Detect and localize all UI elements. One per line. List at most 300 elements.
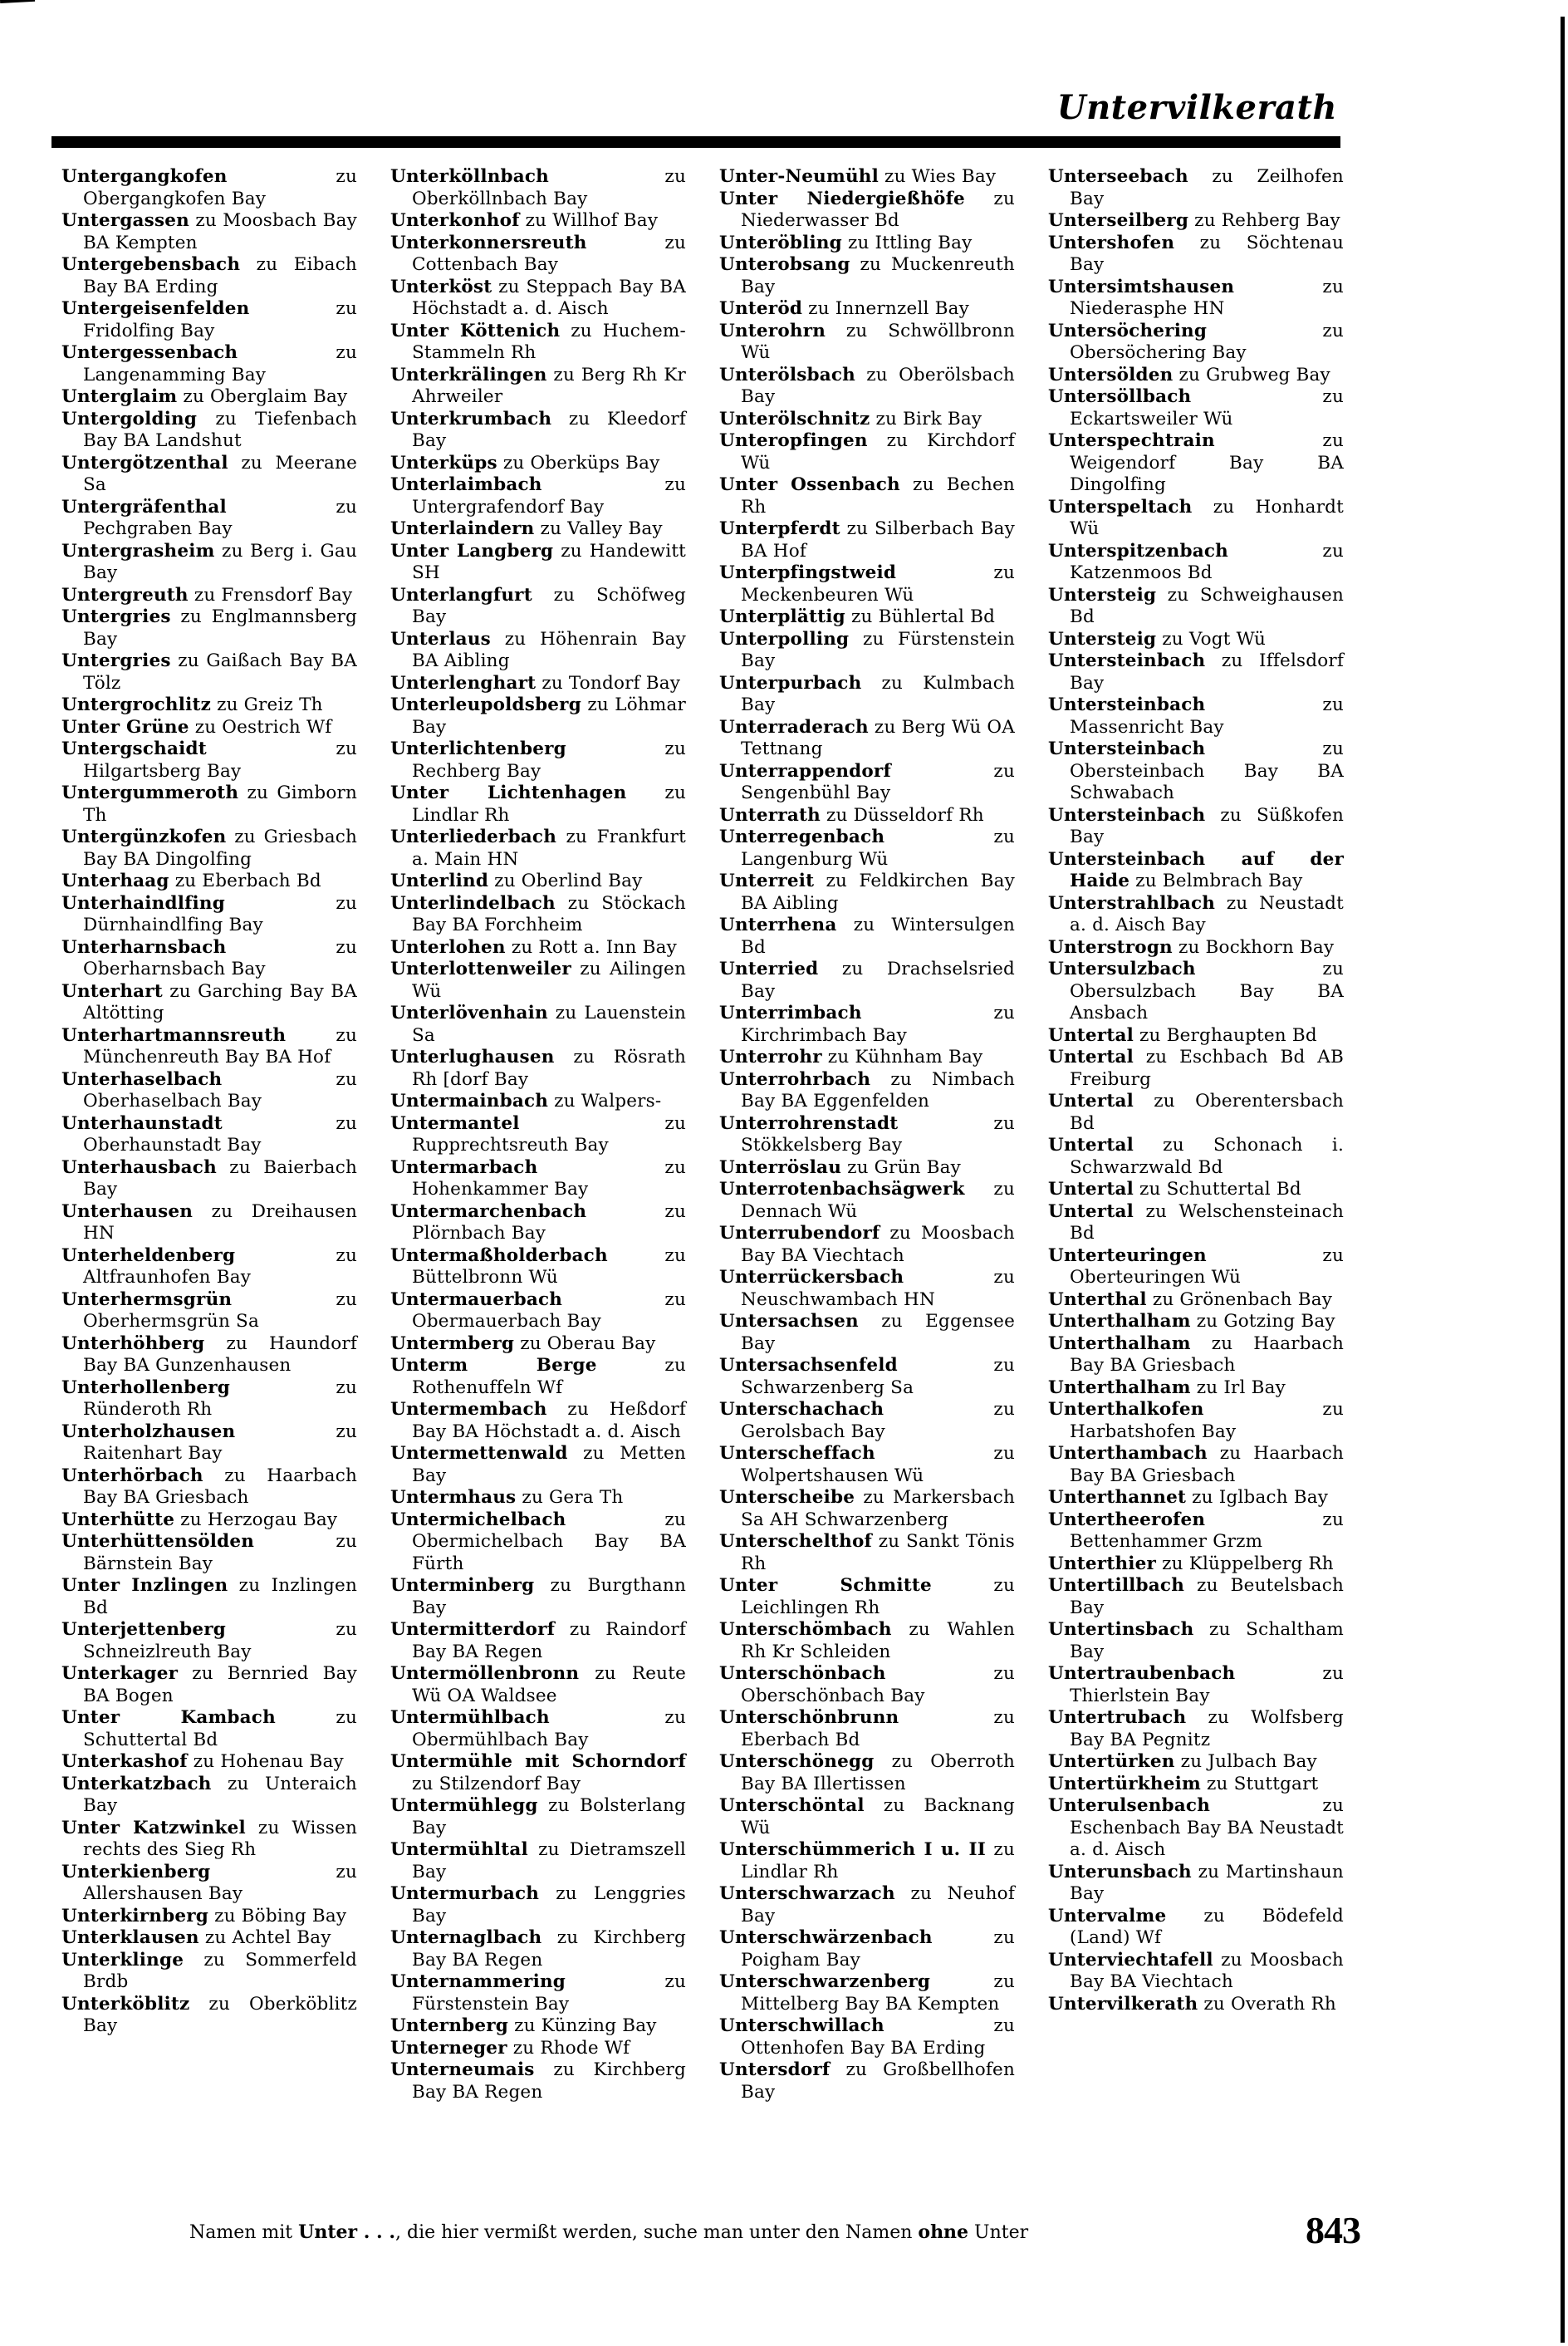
entry-place-name: Unteröd <box>719 298 803 319</box>
entry-place-name: Untergangkofen <box>61 166 228 187</box>
entry-place-name: Unterhart <box>61 980 163 1002</box>
gazetteer-entry <box>719 959 1015 1003</box>
entry-place-name: Unterstrahlbach <box>1048 892 1216 914</box>
entry-reference: zu Ittling Bay <box>847 232 973 253</box>
entry-reference: zu Rothenuffeln Wf <box>412 1355 686 1398</box>
gazetteer-entry <box>719 606 1015 629</box>
gazetteer-entry <box>719 1113 1015 1157</box>
gazetteer-entry <box>719 1619 1015 1663</box>
entry-place-name: Unterharnsbach <box>61 936 227 958</box>
entry-reference: zu Künzing Bay <box>514 2015 657 2036</box>
entry-place-name: Unterstrogn <box>1048 936 1173 958</box>
entry-reference: zu Valley Bay <box>540 518 663 539</box>
entry-reference: zu Muckenreuth Bay <box>741 254 1015 297</box>
entry-reference: zu Wolpertshausen Wü <box>741 1443 1015 1486</box>
entry-reference: zu Untergrafendorf Bay <box>412 474 686 518</box>
entry-place-name: Untermberg <box>390 1333 515 1354</box>
entry-place-name: Unterholzhausen <box>61 1421 236 1442</box>
entry-reference: zu Innernzell Bay <box>808 298 969 319</box>
entry-place-name: Unterlind <box>390 871 489 891</box>
gazetteer-entry <box>1048 321 1344 365</box>
entry-place-name: Unterglaim <box>61 386 178 407</box>
gazetteer-entry <box>61 1421 357 1465</box>
entry-place-name: Untersimtshausen <box>1048 276 1235 297</box>
entry-place-name: Unterthannet <box>1048 1487 1187 1508</box>
entry-place-name: Unterköst <box>390 276 492 297</box>
running-head: Untervilkerath <box>1056 88 1337 127</box>
entry-place-name: Untersteig <box>1048 628 1157 650</box>
gazetteer-columns <box>61 166 1344 2160</box>
entry-place-name: Unterspechtrain <box>1048 430 1215 451</box>
column-4 <box>1048 166 1344 2160</box>
entry-place-name: Unterspeltach <box>1048 496 1193 518</box>
entry-reference: zu Neuschwambach HN <box>741 1267 1015 1310</box>
gazetteer-entry <box>1048 1994 1344 2016</box>
gazetteer-entry <box>1048 1091 1344 1135</box>
gazetteer-entry <box>390 694 686 739</box>
entry-reference: zu Overath Rh <box>1203 1993 1336 2015</box>
entry-place-name: Untermühlbach <box>390 1707 550 1728</box>
entry-reference: zu Gimborn Th <box>83 783 357 826</box>
entry-reference: zu Fürstenstein Bay <box>741 628 1015 671</box>
entry-place-name: Unterregenbach <box>719 827 885 847</box>
gazetteer-entry <box>390 1399 686 1443</box>
entry-reference: zu Haarbach Bay BA Griesbach <box>83 1465 357 1508</box>
entry-place-name: Untersachsenfeld <box>719 1355 898 1376</box>
entry-reference: zu Walpers- <box>554 1091 662 1112</box>
entry-place-name: Unterpurbach <box>719 672 862 694</box>
gazetteer-entry <box>719 717 1015 761</box>
entry-reference: zu Silberbach Bay BA Hof <box>741 518 1015 562</box>
entry-reference: zu Bockhorn Bay <box>1178 936 1335 958</box>
entry-place-name: Unterhüttensölden <box>61 1531 255 1552</box>
gazetteer-entry <box>61 1377 357 1421</box>
gazetteer-entry <box>719 1971 1015 2015</box>
entry-place-name: Unterschwärzenbach <box>719 1927 933 1948</box>
gazetteer-entry <box>61 585 357 607</box>
entry-reference: zu Schaltham Bay <box>1070 1619 1344 1662</box>
entry-reference: zu Schwarzenberg Sa <box>741 1355 1015 1398</box>
gazetteer-entry <box>61 210 357 254</box>
gazetteer-entry <box>61 453 357 497</box>
entry-reference: zu Oberroth Bay BA Illertissen <box>741 1751 1015 1794</box>
entry-reference: zu Bödefeld (Land) Wf <box>1070 1905 1344 1948</box>
gazetteer-entry <box>1048 739 1344 805</box>
gazetteer-entry <box>1048 1862 1344 1906</box>
entry-place-name: Unterschönegg <box>719 1751 875 1772</box>
gazetteer-entry <box>61 1333 357 1377</box>
entry-reference: zu Obersteinbach Bay BA Schwabach <box>1070 739 1344 803</box>
entry-reference: zu Katzenmoos Bd <box>1070 540 1344 583</box>
entry-reference: zu Grubweg Bay <box>1178 364 1330 385</box>
entry-place-name: Untersteinbach auf der Haide <box>1048 848 1344 891</box>
entry-place-name: Unterlaimbach <box>390 474 542 495</box>
entry-reference: zu Wies Bay <box>884 166 997 187</box>
gazetteer-entry <box>719 233 1015 255</box>
entry-place-name: Unterlangfurt <box>390 584 532 606</box>
entry-place-name: Untersteinbach <box>1048 804 1206 826</box>
gazetteer-entry <box>61 1113 357 1157</box>
gazetteer-entry <box>719 254 1015 298</box>
entry-reference: zu Englmannsberg Bay <box>83 606 357 650</box>
entry-place-name: Unterschümmerich I u. II <box>719 1839 986 1860</box>
entry-place-name: Untermembach <box>390 1399 547 1420</box>
gazetteer-entry <box>1048 1311 1344 1333</box>
gazetteer-entry <box>61 1927 357 1950</box>
gazetteer-entry <box>61 1751 357 1774</box>
gazetteer-entry <box>719 430 1015 474</box>
entry-place-name: Unterschönbrunn <box>719 1707 899 1728</box>
entry-reference: zu Julbach Bay <box>1180 1751 1317 1772</box>
gazetteer-entry <box>390 1047 686 1091</box>
entry-place-name: Untergrasheim <box>61 540 215 562</box>
entry-reference: zu Nimbach Bay BA Eggenfelden <box>741 1068 1015 1112</box>
entry-reference: zu Obersöchering Bay <box>1070 320 1344 363</box>
gazetteer-entry <box>719 1575 1015 1619</box>
gazetteer-entry <box>719 827 1015 871</box>
entry-reference: zu Greiz Th <box>217 694 323 715</box>
entry-reference: zu Thierlstein Bay <box>1070 1663 1344 1706</box>
entry-reference: zu Willhof Bay <box>525 210 659 231</box>
entry-reference: zu Meerane Sa <box>83 452 357 495</box>
gazetteer-entry <box>61 409 357 453</box>
gazetteer-entry <box>719 1487 1015 1531</box>
entry-reference: zu Kühnham Bay <box>827 1047 983 1067</box>
entry-reference: zu Münchenreuth Bay BA Hof <box>83 1024 357 1067</box>
gazetteer-entry <box>1048 1443 1344 1487</box>
entry-reference: zu Vogt Wü <box>1162 628 1267 650</box>
gazetteer-entry <box>1048 1135 1344 1179</box>
entry-reference: zu Eschbach Bd AB Freiburg <box>1070 1047 1344 1090</box>
gazetteer-entry <box>719 805 1015 827</box>
entry-reference: zu Oberlind Bay <box>494 871 643 891</box>
entry-place-name: Unterhörbach <box>61 1465 203 1486</box>
gazetteer-entry <box>61 694 357 717</box>
entry-reference: zu Herzogau Bay <box>180 1509 338 1530</box>
entry-reference: zu Allershausen Bay <box>83 1861 357 1904</box>
entry-place-name: Unterthambach <box>1048 1443 1208 1464</box>
gazetteer-entry <box>1048 1774 1344 1796</box>
entry-reference: zu Oberhaselbach Bay <box>83 1068 357 1112</box>
entry-place-name: Unterminberg <box>390 1575 535 1596</box>
entry-reference: zu Höhenrain Bay BA Aibling <box>412 628 686 671</box>
entry-place-name: Unter Langberg <box>390 540 554 562</box>
entry-reference: zu Tondorf Bay <box>541 672 681 694</box>
entry-reference: zu Dennach Wü <box>741 1179 1015 1222</box>
gazetteer-entry <box>1048 1663 1344 1707</box>
entry-reference: zu Unteraich Bay <box>83 1773 357 1816</box>
entry-place-name: Untermauerbach <box>390 1288 563 1310</box>
gazetteer-entry <box>390 453 686 475</box>
entry-reference: zu Wahlen Rh Kr Schleiden <box>741 1619 1015 1662</box>
gazetteer-entry <box>61 1707 357 1751</box>
entry-reference: zu Klüppelberg Rh <box>1162 1553 1334 1574</box>
entry-reference: zu Inzlingen Bd <box>83 1575 357 1618</box>
entry-reference: zu Eschenbach Bay BA Neustadt a. d. Aisch <box>1070 1795 1344 1860</box>
entry-place-name: Untermichelbach <box>390 1509 566 1530</box>
gazetteer-entry <box>390 1619 686 1663</box>
entry-place-name: Untertheerofen <box>1048 1509 1206 1530</box>
gazetteer-entry <box>1048 694 1344 739</box>
entry-place-name: Unterthalham <box>1048 1311 1191 1332</box>
entry-reference: zu Weigendorf Bay BA Dingolfing <box>1070 430 1344 495</box>
entry-place-name: Untertal <box>1048 1200 1134 1222</box>
entry-reference: zu Ottenhofen Bay BA Erding <box>741 2015 1015 2059</box>
entry-place-name: Untergschaidt <box>61 739 207 759</box>
entry-place-name: Unterklinge <box>61 1949 184 1971</box>
entry-reference: zu Honhardt Wü <box>1070 496 1344 539</box>
entry-reference: zu Beutelsbach Bay <box>1070 1575 1344 1618</box>
gazetteer-entry <box>719 1157 1015 1180</box>
entry-place-name: Unterulsenbach <box>1048 1795 1211 1816</box>
entry-place-name: Untergebensbach <box>61 254 241 275</box>
gazetteer-entry <box>61 1201 357 1245</box>
gazetteer-entry <box>719 1223 1015 1267</box>
gazetteer-entry <box>61 1025 357 1069</box>
gazetteer-entry <box>61 166 357 210</box>
entry-place-name: Unterraderach <box>719 716 869 738</box>
gazetteer-entry <box>390 1289 686 1333</box>
gazetteer-entry <box>719 2015 1015 2059</box>
entry-reference: zu Oberteuringen Wü <box>1070 1244 1344 1288</box>
gazetteer-entry <box>719 1839 1015 1883</box>
entry-place-name: Untermitterdorf <box>390 1619 556 1640</box>
entry-place-name: Untergolding <box>61 408 198 429</box>
entry-place-name: Untertillbach <box>1048 1575 1185 1596</box>
entry-reference: zu Schuttertal Bd <box>1139 1179 1301 1200</box>
entry-reference: zu Stilzendorf Bay <box>412 1773 581 1794</box>
entry-reference: zu Bettenhammer Grzm <box>1070 1509 1344 1552</box>
gazetteer-entry <box>1048 430 1344 497</box>
gazetteer-entry <box>61 541 357 585</box>
gazetteer-entry <box>61 1774 357 1818</box>
entry-place-name: Untergräfenthal <box>61 496 227 518</box>
entry-reference: zu Garching Bay BA Altötting <box>83 980 357 1023</box>
gazetteer-entry <box>719 1707 1015 1751</box>
entry-reference: zu Hilgartsberg Bay <box>83 739 357 782</box>
entry-place-name: Unterlichtenberg <box>390 739 566 759</box>
entry-reference: zu Pechgraben Bay <box>83 496 357 539</box>
entry-reference: zu Obermühlbach Bay <box>412 1707 686 1750</box>
gazetteer-entry <box>61 717 357 739</box>
gazetteer-entry <box>1048 233 1344 277</box>
entry-reference: zu Ailingen Wü <box>412 959 686 1002</box>
gazetteer-entry <box>390 1707 686 1751</box>
gazetteer-entry <box>1048 277 1344 321</box>
entry-place-name: Unterkager <box>61 1663 179 1684</box>
entry-place-name: Unterschönbach <box>719 1663 886 1684</box>
entry-place-name: Untertürkheim <box>1048 1773 1201 1794</box>
entry-place-name: Untersachsen <box>719 1311 859 1332</box>
gazetteer-entry <box>390 783 686 827</box>
gazetteer-entry <box>61 783 357 827</box>
entry-place-name: Unterviechtafell <box>1048 1949 1213 1971</box>
gazetteer-entry <box>390 1245 686 1289</box>
gazetteer-entry <box>61 1950 357 1994</box>
entry-reference: zu Iglbach Bay <box>1192 1487 1329 1508</box>
gazetteer-entry <box>61 1069 357 1113</box>
gazetteer-entry <box>61 1994 357 2038</box>
entry-reference: zu Griesbach Bay BA Dingolfing <box>83 827 357 870</box>
entry-place-name: Untersöllbach <box>1048 386 1192 407</box>
entry-place-name: Untermarbach <box>390 1156 538 1178</box>
gazetteer-entry <box>61 342 357 386</box>
entry-reference: zu Lindlar Rh <box>741 1839 1015 1882</box>
entry-reference: zu Massenricht Bay <box>1070 694 1344 738</box>
entry-reference: zu Welschensteinach Bd <box>1070 1200 1344 1244</box>
entry-place-name: Unternberg <box>390 2015 509 2036</box>
entry-reference: zu Altfraunhofen Bay <box>83 1244 357 1288</box>
gazetteer-entry <box>1048 805 1344 849</box>
entry-reference: zu Heßdorf Bay BA Höchstadt a. d. Aisch <box>412 1399 686 1442</box>
entry-place-name: Unterhollenberg <box>61 1377 231 1398</box>
entry-reference: zu Rehberg Bay <box>1194 210 1340 231</box>
entry-reference: zu Poigham Bay <box>741 1927 1015 1971</box>
entry-place-name: Untersöchering <box>1048 320 1208 341</box>
entry-reference: zu Baierbach Bay <box>83 1156 357 1200</box>
entry-place-name: Unterlaus <box>390 628 491 650</box>
entry-reference: zu Obermauerbach Bay <box>412 1288 686 1332</box>
entry-place-name: Unterrhena <box>719 915 837 935</box>
entry-place-name: Unternammering <box>390 1971 566 1992</box>
gazetteer-entry <box>390 2015 686 2038</box>
entry-place-name: Unterkirnberg <box>61 1905 209 1926</box>
entry-reference: zu Berg Rh Kr Ahrweiler <box>412 364 686 407</box>
gazetteer-entry <box>390 1333 686 1356</box>
gazetteer-entry <box>61 298 357 342</box>
entry-place-name: Unterköllnbach <box>390 166 550 187</box>
gazetteer-entry <box>719 629 1015 673</box>
entry-place-name: Unter Katzwinkel <box>61 1817 246 1838</box>
gazetteer-entry <box>719 474 1015 518</box>
entry-reference: zu Moosbach Bay BA Kempten <box>83 210 357 253</box>
entry-reference: zu Stuttgart <box>1206 1773 1319 1794</box>
entry-place-name: Untersteinbach <box>1048 739 1206 759</box>
gazetteer-entry <box>61 606 357 650</box>
entry-place-name: Untergassen <box>61 210 190 231</box>
gazetteer-entry <box>390 1795 686 1839</box>
gazetteer-entry <box>390 1927 686 1971</box>
gazetteer-entry <box>1048 1487 1344 1509</box>
entry-reference: zu Belmbrach Bay <box>1135 871 1303 891</box>
entry-place-name: Unter Köttenich <box>390 320 561 341</box>
entry-reference: zu Niederwasser Bd <box>741 188 1015 231</box>
entry-place-name: Unterleupoldsberg <box>390 694 581 715</box>
gazetteer-entry <box>61 497 357 541</box>
gazetteer-entry <box>1048 1575 1344 1619</box>
gazetteer-entry <box>1048 1201 1344 1245</box>
entry-place-name: Untermainbach <box>390 1091 549 1112</box>
entry-reference: zu Langenburg Wü <box>741 827 1015 870</box>
page-number: 843 <box>1306 2209 1360 2251</box>
footnote-bold-1: Unter . . . <box>298 2221 396 2243</box>
gazetteer-entry <box>719 562 1015 606</box>
entry-reference: zu Haarbach Bay BA Griesbach <box>1070 1333 1344 1376</box>
gazetteer-entry <box>61 1157 357 1201</box>
column-2 <box>390 166 686 2160</box>
gazetteer-entry <box>61 1465 357 1509</box>
footnote-text-1: Namen mit <box>189 2222 299 2243</box>
entry-place-name: Unter-Neumühl <box>719 166 879 187</box>
gazetteer-entry <box>719 1355 1015 1399</box>
gazetteer-entry <box>719 189 1015 233</box>
gazetteer-entry <box>1048 497 1344 541</box>
entry-reference: zu Stöckach Bay BA Forchheim <box>412 892 686 935</box>
entry-reference: zu Eberbach Bd <box>741 1707 1015 1750</box>
entry-place-name: Unterneger <box>390 2037 507 2059</box>
entry-place-name: Unterschwillach <box>719 2015 884 2036</box>
gazetteer-entry <box>390 1443 686 1487</box>
entry-place-name: Unterscheffach <box>719 1443 875 1464</box>
gazetteer-entry <box>719 1531 1015 1575</box>
entry-reference: zu Bärnstein Bay <box>83 1531 357 1574</box>
entry-reference: zu Oberölsbach Bay <box>741 364 1015 407</box>
entry-reference: zu Irl Bay <box>1196 1377 1286 1398</box>
entry-place-name: Unteröbling <box>719 232 842 253</box>
gazetteer-entry <box>1048 1553 1344 1576</box>
gazetteer-entry <box>719 2059 1015 2103</box>
entry-place-name: Unterröslau <box>719 1156 842 1178</box>
entry-reference: zu Bühlertal Bd <box>850 606 996 627</box>
entry-reference: zu Moosbach Bay BA Viechtach <box>741 1223 1015 1266</box>
entry-place-name: Unterkrumbach <box>390 408 552 429</box>
header-rule <box>51 136 1340 148</box>
entry-reference: zu Frankfurt a. Main HN <box>412 827 686 870</box>
entry-reference: zu Lauenstein Sa <box>412 1003 686 1046</box>
gazetteer-entry <box>1048 1377 1344 1400</box>
gazetteer-entry <box>1048 1333 1344 1377</box>
gazetteer-entry <box>390 541 686 585</box>
entry-place-name: Unterhöhberg <box>61 1333 205 1354</box>
gazetteer-entry <box>1048 1795 1344 1862</box>
gazetteer-entry <box>719 1069 1015 1113</box>
gazetteer-entry <box>1048 629 1344 651</box>
entry-reference: zu Rhode Wf <box>512 2037 630 2059</box>
entry-place-name: Unter Schmitte <box>719 1575 932 1596</box>
gazetteer-entry <box>719 1003 1015 1047</box>
entry-reference: zu Steppach Bay BA Höchstadt a. d. Aisch <box>412 276 686 319</box>
gazetteer-entry <box>61 1575 357 1619</box>
entry-reference: zu Kirchrimbach Bay <box>741 1003 1015 1046</box>
gazetteer-entry <box>61 981 357 1025</box>
entry-reference: zu Meckenbeuren Wü <box>741 562 1015 606</box>
gazetteer-entry <box>390 1157 686 1201</box>
entry-place-name: Unterschömbach <box>719 1619 892 1640</box>
footnote <box>189 2220 1028 2245</box>
entry-place-name: Unterthalkofen <box>1048 1399 1204 1420</box>
gazetteer-entry <box>390 1751 686 1795</box>
entry-reference: zu Fridolfing Bay <box>83 298 357 341</box>
entry-place-name: Unterm Berge <box>390 1355 597 1376</box>
entry-place-name: Unterohrn <box>719 320 826 341</box>
entry-reference: zu Tiefenbach Bay BA Landshut <box>83 408 357 451</box>
entry-reference: zu Eggensee Bay <box>741 1311 1015 1354</box>
entry-reference: zu Bolsterlang Bay <box>412 1795 686 1838</box>
entry-place-name: Unterklausen <box>61 1927 199 1948</box>
gazetteer-entry <box>390 474 686 518</box>
entry-place-name: Unterlindelbach <box>390 892 556 914</box>
entry-place-name: Untersteinbach <box>1048 650 1206 671</box>
entry-place-name: Unterrohrbach <box>719 1068 871 1090</box>
gazetteer-entry <box>1048 1906 1344 1950</box>
gazetteer-entry <box>390 629 686 673</box>
entry-reference: zu Oestrich Wf <box>194 716 332 738</box>
entry-place-name: Unterlohen <box>390 936 506 958</box>
gazetteer-entry <box>390 1113 686 1157</box>
entry-place-name: Unterkonhof <box>390 210 520 231</box>
entry-place-name: Unterrimbach <box>719 1003 862 1023</box>
entry-place-name: Untertal <box>1048 1135 1134 1156</box>
